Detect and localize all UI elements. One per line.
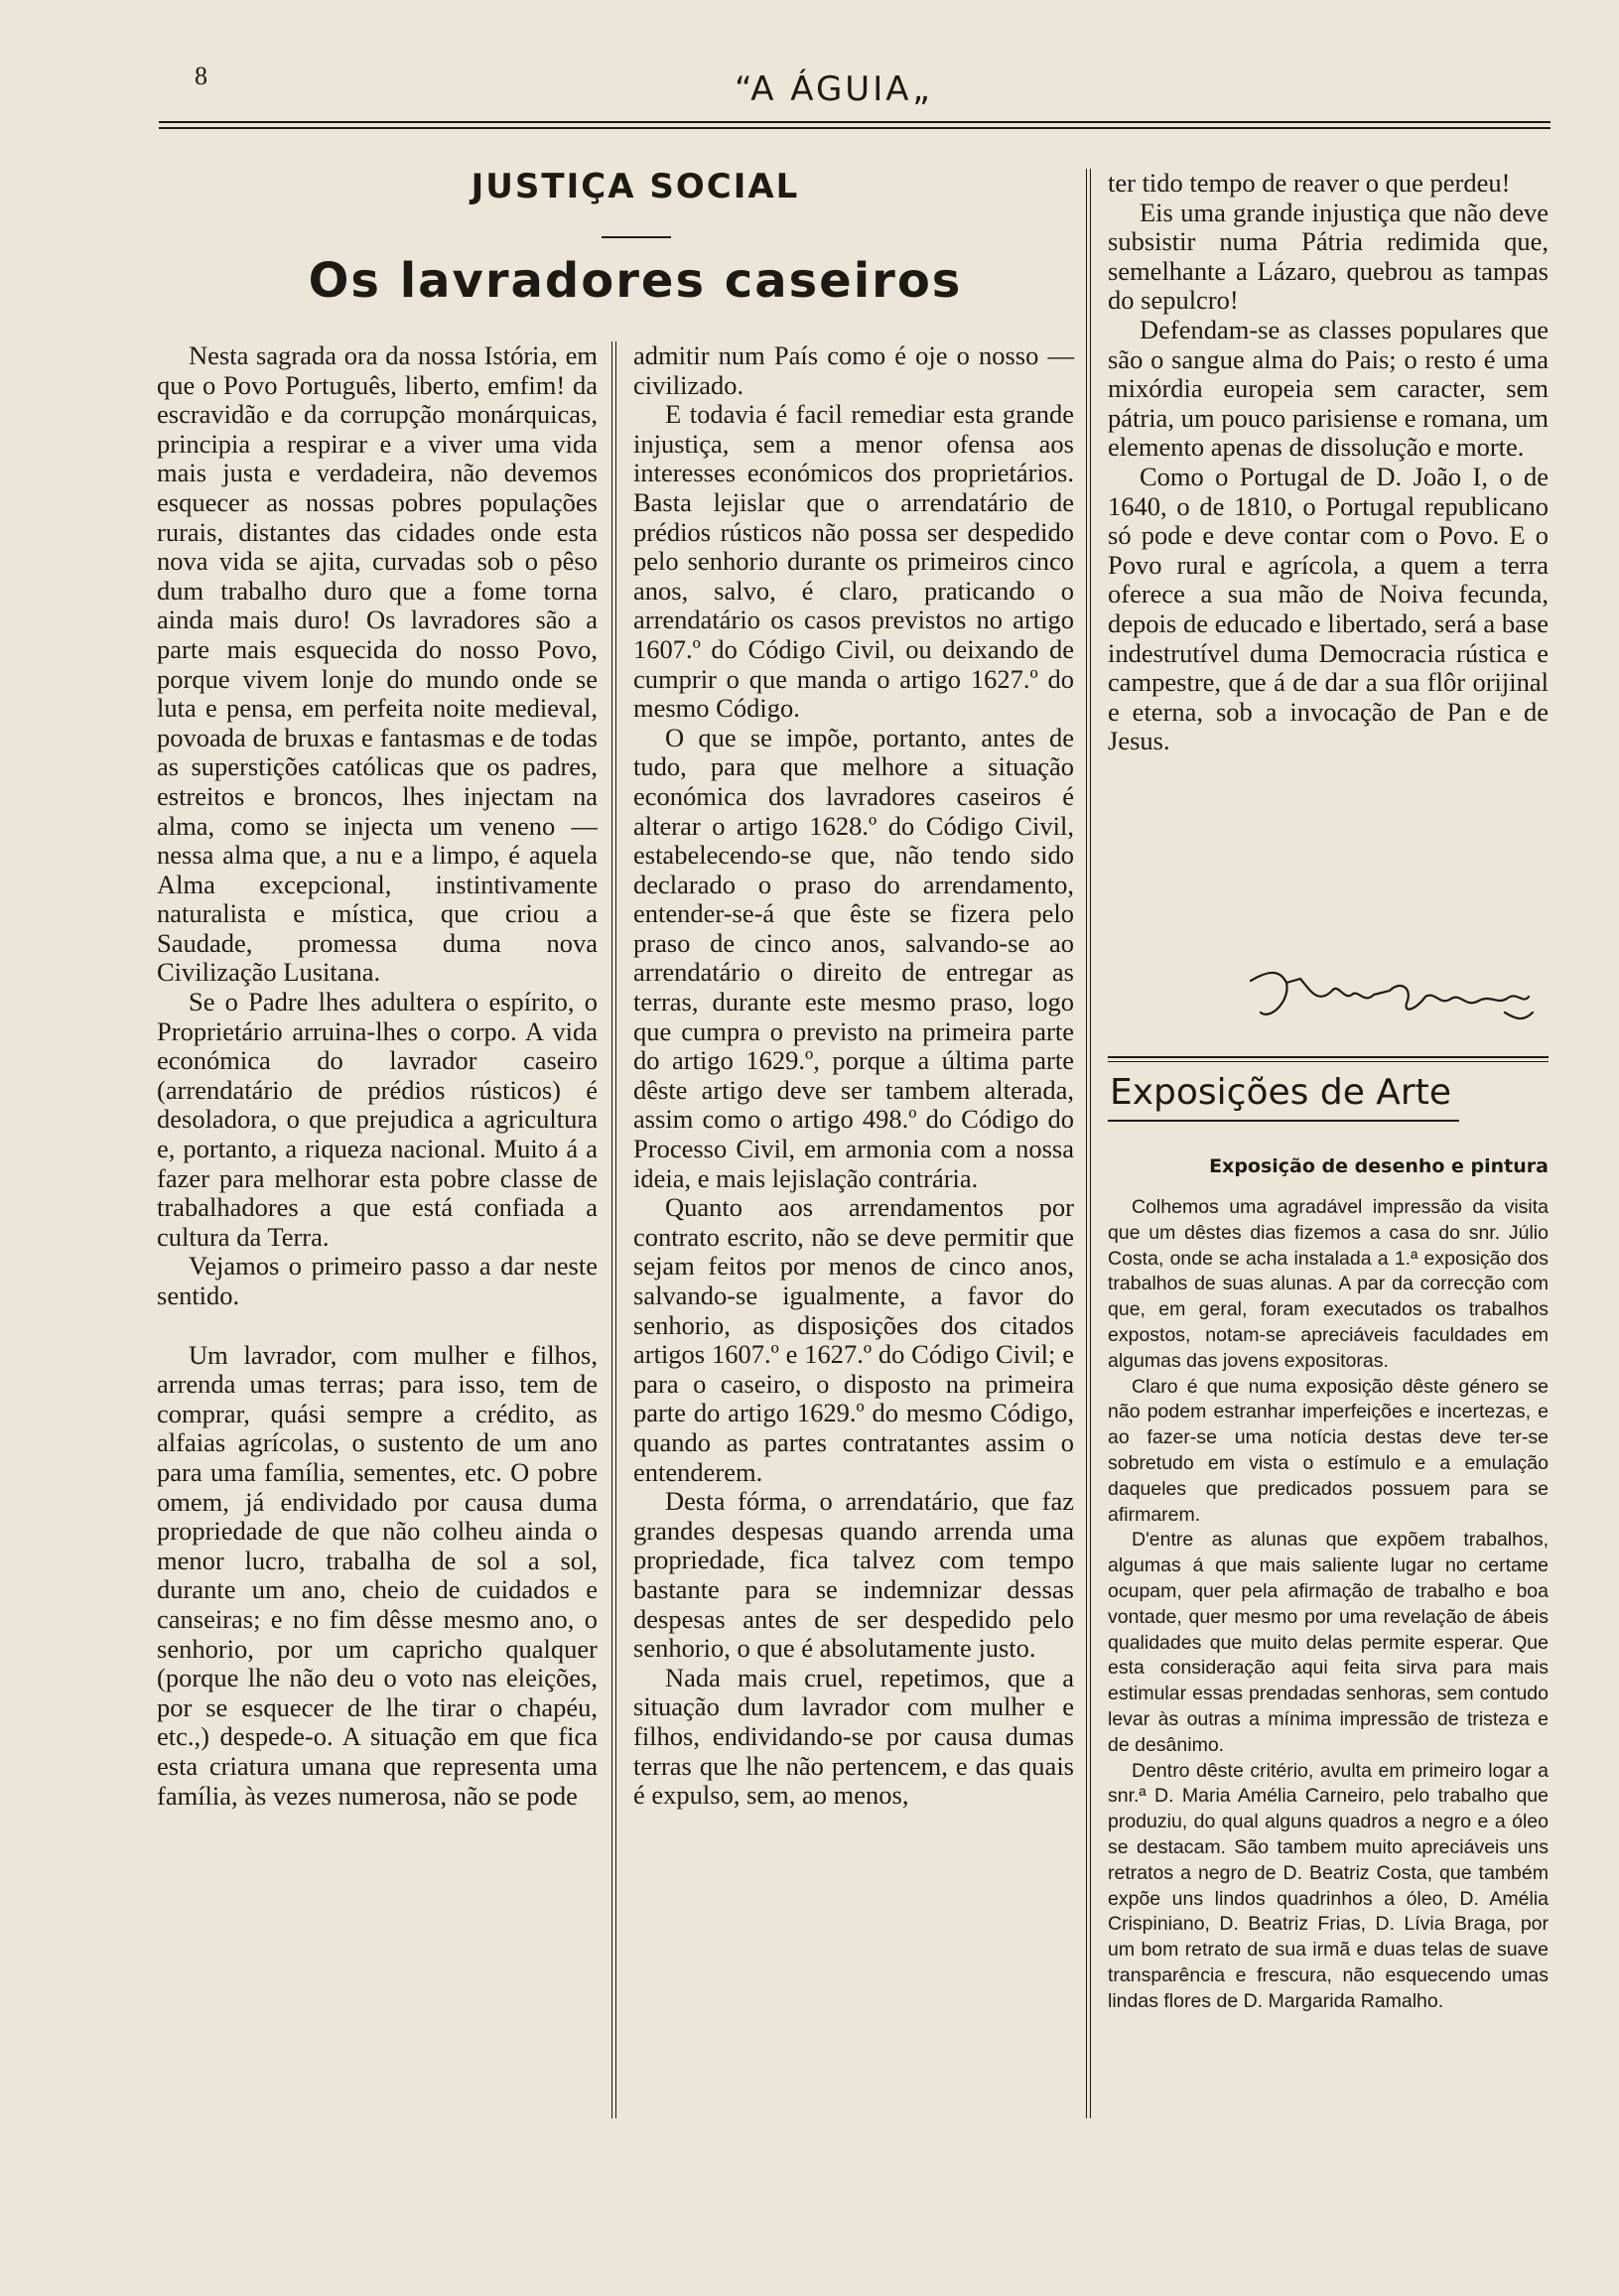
paragraph: Desta fórma, o arrendatário, que faz grandes despesas quando arrenda uma propriedade, fica talvez com tempo bastante para se indemnizar dessas despesas antes de ser despedido pelo senhorio, o que é absolutamente justo. bbox=[633, 1486, 1074, 1664]
paragraph: Nesta sagrada ora da nossa Istória, em que o Povo Português, liberto, emfim! da escravidão e da corrupção monárquicas, principia a respirar e a viver uma vida mais justa e verdadeira, não devemos esquecer as nossas pobres populações rurais, distantes das cidades onde esta nova vida se ajita, curvadas sob o pêso dum trabalho duro que a fome torna ainda mais duro! Os lavradores são a parte mais esquecida do nosso Povo, porque vivem lonje do mundo onde se luta e pensa, em perfeita noite medieval, povoada de bruxas e fantasmas e de todas as superstições católicas que os padres, estreitos e broncos, lhes injectam na alma, como se injecta um veneno — nessa alma que, a nu e a limpo, é aquela Alma excepcional, instintivamente naturalista e mística, que criou a Saudade, promessa duma nova Civilização Lusitana. bbox=[157, 340, 598, 988]
header-rule bbox=[159, 121, 1551, 129]
article-title: Os lavradores caseiros bbox=[308, 253, 963, 309]
paragraph: Nada mais cruel, repetimos, que a situação dum lavrador com mulher e filhos, endividando-se por causa dumas terras que lhe não pertencem, e das quais é expulso, sem, ao menos, bbox=[633, 1662, 1074, 1811]
exhibitions-title: Exposições de Arte bbox=[1110, 1072, 1451, 1113]
paragraph: ter tido tempo de reaver o que perdeu! bbox=[1108, 168, 1511, 198]
article-column-2 bbox=[633, 341, 1074, 1811]
exhibitions-title-underline bbox=[1108, 1120, 1459, 1122]
paragraph: D'entre as alunas que expõem trabalhos, algumas á que mais saliente lugar no certame ocupam, quer pela afirmação de trabalho e boa vontade, quer mesmo por uma revelação de ábeis qualidades que muito delas permite esperar. Que esta consideração aqui feita sirva para mais estimular essas prendadas senhoras, sem contudo levar às outras a mínima impressão de tristeza e de desânimo. bbox=[1108, 1529, 1549, 1756]
article-column-1 bbox=[157, 341, 598, 1811]
column-divider-right bbox=[1086, 169, 1091, 2118]
page-number: 8 bbox=[195, 62, 207, 90]
paragraph: Claro é que numa exposição dêste género se não podem estranhar imperfeições e incertezas, e ao fazer-se uma notícia destas deve ter-se sobretudo em vista o estímulo e a emulação daqueles que predicados possuem para se afirmarem. bbox=[1108, 1375, 1549, 1526]
paragraph: Dentro dêste critério, avulta em primeiro logar a snr.ª D. Maria Amélia Carneiro, pelo trabalho que produziu, do qual alguns quadros a negro e a óleo se destacam. São tambem muito apreciáveis uns retratos a negro de D. Beatriz Costa, que também expõe uns lindos quadrinhos a óleo, D. Amélia Crispiniano, D. Beatriz Frias, D. Lívia Braga, por um bom retrato de sua irmã e duas telas de suave transparência e frescura, não esquecendo umas lindas flores de D. Margarida Ramalho. bbox=[1108, 1759, 1549, 2012]
paragraph: O que se impõe, portanto, antes de tudo, para que melhore a situação económica dos lavradores caseiros é alterar o artigo 1628.º do Código Civil, estabelecendo-se que, não tendo sido declarado o praso do arrendamento, entender-se-á que êste se fizera pelo praso de cinco anos, salvando-se ao arrendatário o direito de entregar as terras, durante este mesmo praso, logo que cumpra o previsto na primeira parte do artigo 1629.º, porque a última parte dêste artigo deve ser tambem alterada, assim como o artigo 498.º do Código do Processo Civil, em armonia com a nossa ideia, e mais lejislação contrária. bbox=[633, 722, 1074, 1193]
article-column-3 bbox=[1108, 169, 1549, 756]
paragraph: Um lavrador, com mulher e filhos, arrenda umas terras; para isso, tem de comprar, quási sempre a crédito, as alfaias agrícolas, o sustento de um ano para uma família, sementes, etc. O pobre omem, já endividado por causa duma propriedade de que não colheu ainda o menor lucro, trabalha de sol a sol, durante um ano, cheio de cuidados e canseiras; e no fim dêsse mesmo ano, o senhorio, por um capricho qualquer (porque lhe não deu o voto nas eleições, por se esquecer de lhe tirar o chapéu, etc.,) despede-o. A situação em que fica esta criatura umana que representa uma família, às vezes numerosa, não se pode bbox=[157, 1339, 598, 1811]
title-divider bbox=[602, 236, 671, 238]
paragraph: Eis uma grande injustiça que não deve subsistir numa Pátria redimida que, semelhante a Lázaro, quebrou as tampas do sepulcro! bbox=[1108, 197, 1549, 316]
paragraph: Se o Padre lhes adultera o espírito, o Proprietário arruina-lhes o corpo. A vida económica do lavrador caseiro (arrendatário de prédios rústicos) é desoladora, o que prejudica a agricultura e, portanto, a riqueza nacional. Muito á a fazer para melhorar esta pobre classe de trabalhadores a que está confiada a cultura da Terra. bbox=[157, 987, 598, 1252]
section-title: JUSTIÇA SOCIAL bbox=[471, 167, 800, 206]
section-rule bbox=[1108, 1056, 1549, 1062]
paragraph: Vejamos o primeiro passo a dar neste sentido. bbox=[157, 1251, 598, 1310]
running-head: “A ÁGUIA„ bbox=[735, 69, 933, 109]
paragraph: Como o Portugal de D. João I, o de 1640, o de 1810, o Portugal republicano só pode e deve contar com o Povo. E o Povo rural e agrícola, a quem a terra oferece a sua mão de Noiva fecunda, depois de educado e libertado, será a base indestrutível duma Democracia rústica e campestre, que á de dar a sua flôr orijinal e eterna, sob a invocação de Pan e de Jesus. bbox=[1108, 461, 1549, 756]
exhibitions-subtitle: Exposição de desenho e pintura bbox=[1209, 1155, 1549, 1177]
paragraph: Defendam-se as classes populares que são o sangue alma do Pais; o resto é uma mixórdia europeia sem caracter, sem pátria, um pouco parisiense e romana, um elemento apenas de dissolução e morte. bbox=[1108, 314, 1549, 463]
paragraph: Quanto aos arrendamentos por contrato escrito, não se deve permitir que sejam feitos por menos de cinco anos, salvando-se igualmente, a favor do senhorio, as disposições dos citados artigos 1607.º e 1627.º do Código Civil; e para o caseiro, o disposto na primeira parte do artigo 1629.º do mesmo Código, quando as partes contratantes assim o entenderem. bbox=[633, 1192, 1074, 1487]
exhibitions-body bbox=[1108, 1195, 1549, 2015]
author-signature bbox=[1241, 961, 1539, 1030]
paragraph: Colhemos uma agradável impressão da visita que um dêstes dias fizemos a casa do snr. Júlio Costa, onde se acha instalada a 1.ª exposição dos trabalhos de suas alunas. A par da correcção com que, em geral, foram executados os trabalhos expostos, notam-se apreciáveis faculdades em algumas das jovens expositoras. bbox=[1108, 1196, 1549, 1372]
paragraph: E todavia é facil remediar esta grande injustiça, sem a menor ofensa aos interesses económicos dos proprietários. Basta lejislar que o arrendatário de prédios rústicos não possa ser despedido pelo senhorio durante os primeiros cinco anos, salvo, é claro, praticando o arrendatário os casos previstos no artigo 1607.º do Código Civil, ou deixando de cumprir o que manda o artigo 1627.º do mesmo Código. bbox=[633, 399, 1074, 724]
column-divider-left bbox=[611, 341, 616, 2118]
paragraph: admitir num País como é oje o nosso — civilizado. bbox=[633, 340, 1074, 400]
